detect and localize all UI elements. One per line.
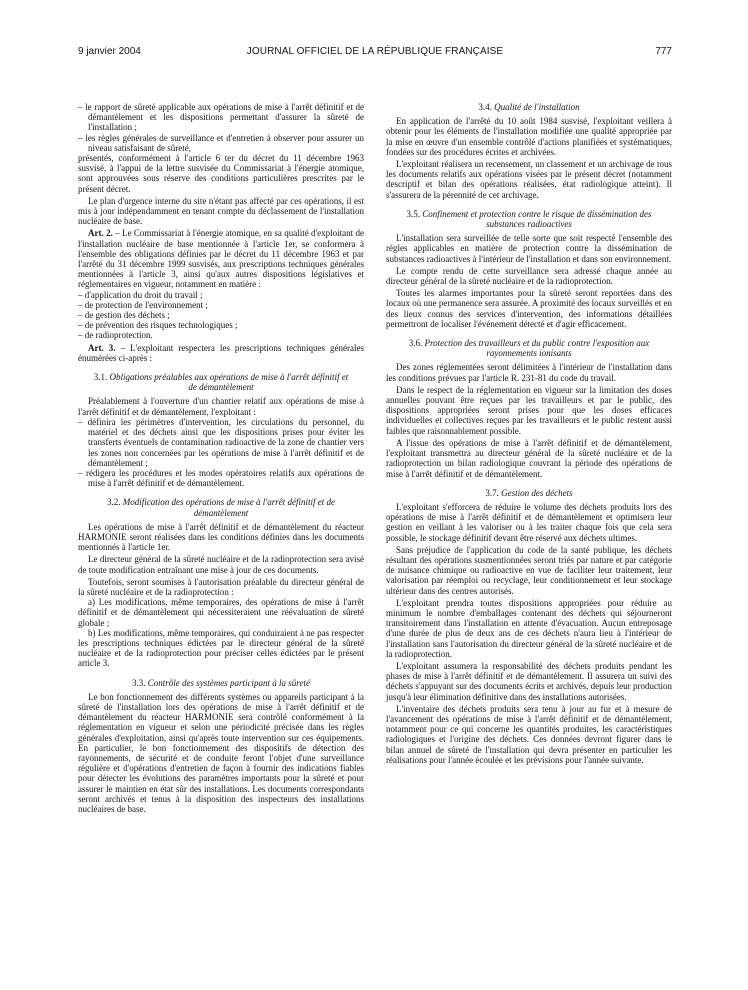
section-heading: 3.6. Protection des travailleurs et du public contre l'exposition aux rayonnements ionisants [408,338,650,359]
list-item: – le rapport de sûreté applicable aux opérations de mise à l'arrêt définitif et de démantèlement et les dispositions permettant d'assurer la sûreté de l'installation ; [78,102,364,133]
section-heading: 3.7. Gestion des déchets [485,487,573,498]
list-item: – rédigera les procédures et les modes opératoires relatifs aux opérations de mise à l'arrêt définitif et de démantèlement. [78,467,364,489]
paragraph: Toutes les alarmes importantes pour la sûreté seront reportées dans des locaux où une permanence sera assurée. A proximité des locaux surveillés et en des lieux connus des services d'intervention, des informations détaillées permettront de localiser l'événement détecté et d'agir efficacement. [386,288,672,329]
paragraph: L'exploitant réalisera un recensement, un classement et un archivage de tous les documents relatifs aux opérations visées par le présent décret (notamment descriptif et bilan des opérations réalisées, état radiologique atteint). Il s'assurera de la pérennité de cet archivage. [386,159,672,200]
section-heading: 3.5. Confinement et protection contre le risque de dissémination des substances radioactives [406,208,652,230]
list-item: – d'application du droit du travail ; [78,289,203,300]
article-label: Art. 3. [88,342,116,353]
list-item: – de gestion des déchets ; [78,310,170,321]
section-heading: 3.1. Obligations préalables aux opérations de mise à l'arrêt définitif et de démantèlement [93,372,349,393]
page-header [78,40,672,56]
section-heading: 3.2. Modification des opérations de mise à l'arrêt définitif et de démantèlement [107,497,335,518]
paragraph: L'exploitant s'efforcera de réduire le volume des déchets produits lors des opérations de mise à l'arrêt définitif et de démantèlement et optimisera leur gestion en veillant à les valoriser ou à les traiter chaque fois que cela sera possible, le stockage définitif devant être réservé aux déchets ultimes. [386,501,672,543]
paragraph: En application de l'arrêté du 10 août 1984 susvisé, l'exploitant veillera à obtenir pour les éléments de l'installation modifiée une qualité appropriée par la mise en œuvre d'un ensemble contrôlé d'actions planifiées et systématiques, fondées sur des procédures écrites et archivées. [386,116,672,157]
article-2 [78,228,364,289]
paragraph: A l'issue des opérations de mise à l'arrêt définitif et de démantèlement, l'exploitant transmettra au directeur général de la sûreté nucléaire et de la radioprotection un bilan radiologique couvrant la période des opérations de mise à l'arrêt définitif et de démantèlement. [386,437,672,479]
paragraph: L'exploitant prendra toutes dispositions appropriées pour réduire au minimum le nombre d'emballages contenant des déchets qui séjourneront transitoirement dans l'installation en attente d'évacuation. Aucun entreposage d'une durée de plus de deux ans de ces déchets n'aura lieu à l'intérieur de l'installation sans l'autorisation du directeur général de la sûreté nucléaire et de la radioprotection. [386,597,672,659]
paragraph: a) Les modifications, même temporaires, des opérations de mise à l'arrêt définitif et de démantèlement qui nécessiteraient une réévaluation de sûreté globale ; [78,597,364,628]
paragraph: Dans le respect de la réglementation en vigueur sur la limitation des doses annuelles pouvant être reçues par les travailleurs et par le public, des dispositions appropriées seront prises pour que les doses efficaces individuelles et collectives reçues par les travailleurs et le public restent aussi faibles que raisonnablement possible. [386,384,672,436]
issue-date: 9 janvier 2004 [78,46,141,57]
paragraph: L'inventaire des déchets produits sera tenu à jour au fur et à mesure de l'avancement des opérations de mise à l'arrêt définitif et de démantèlement, notamment pour ce qui concerne les quantités produites, les caractéristiques radiologiques et l'origine des déchets. Ces données devront figurer dans le bilan annuel de sûreté de l'installation qui devra présenter en particulier les réalisations pour l'année écoulée et les prévisions pour l'année suivante. [386,703,672,765]
paragraph: Sans préjudice de l'application du code de la santé publique, les déchets résultant des opérations susmentionnées seront triés par nature et par catégorie de nuisance chimique ou radioactive en vue de faciliter leur traitement, leur valorisation par réemploi ou recyclage, leur conditionnement et leur stockage ultérieur dans des centres autorisés. [386,544,672,596]
list-item: – de prévention des risques technologiques ; [78,320,238,331]
paragraph: Les opérations de mise à l'arrêt définitif et de démantèlement du réacteur HARMONIE seront réalisées dans les conditions définies dans les documents mentionnés à l'article 1er. [78,521,364,553]
list-item: – de radioprotection. [78,330,153,341]
paragraph: Le directeur général de la sûreté nucléaire et de la radioprotection sera avisé de toute modification entraînant une mise à jour de ces documents. [78,554,364,575]
paragraph: L'exploitant assumera la responsabilité des déchets produits pendant les phases de mise à l'arrêt définitif et de démantèlement. Il assurera un suivi des déchets s'appuyant sur des documents écrits et archivés, depuis leur production jusqu'à leur élimination définitive dans des installations autorisées. [386,660,672,702]
article-text: – L'exploitant respectera les prescriptions techniques générales énumérées ci-après : [78,342,364,363]
paragraph: Le compte rendu de cette surveillance sera adressé chaque année au directeur général de la sûreté nucléaire et de la radioprotection. [386,265,672,287]
paragraph: b) Les modifications, même temporaires, qui conduiraient à ne pas respecter les prescriptions techniques édictées par le directeur général de la sûreté nucléaire et de la radioprotection pour préciser celles édictées par le présent article 3. [78,627,364,669]
article-text: – Le Commissariat à l'énergie atomique, en sa qualité d'exploitant de l'installation nucléaire de base mentionnée à l'article 1er, se conformera à l'ensemble des obligations définies par le décret du 11 décembre 1963 et par l'arrêté du 31 décembre 1999 susvisés, aux prescriptions techniques générales mentionnées à l'article 3, ainsi qu'aux autres dispositions législatives et réglementaires en vigueur, notamment en matière : [78,228,365,290]
section-heading: 3.3. Contrôle des systèmes participant à la sûreté [132,677,310,688]
article-label: Art. 2. [88,228,113,239]
right-column [386,102,672,765]
page-number: 777 [655,46,672,57]
paragraph: L'installation sera surveillée de telle sorte que soit respecté l'ensemble des règles applicables en matière de protection contre la dissémination de substances radioactives à l'intérieur de l'installation et dans son environnement. [386,233,672,264]
paragraph: Des zones réglementées seront délimitées à l'intérieur de l'installation dans les conditions prévues par l'article R. 231-81 du code du travail. [386,362,672,383]
list-item: – de protection de l'environnement ; [78,299,208,310]
list-item: – les règles générales de surveillance et d'entretien à observer pour assurer un niveau satisfaisant de sûreté, [78,132,364,153]
list-item: – définira les périmètres d'intervention, les circulations du personnel, du matériel et des déchets ainsi que les dispositions prises pour éviter les transferts éventuels de contamination radioactive de la zone de chantier vers les zones non concernées par les opérations de mise à l'arrêt définitif et de démantèlement ; [78,416,364,468]
left-column [78,102,364,814]
journal-title: JOURNAL OFFICIEL DE LA RÉPUBLIQUE FRANÇAISE [246,46,504,57]
paragraph: Préalablement à l'ouverture d'un chantier relatif aux opérations de mise à l'arrêt définitif et de démantèlement, l'exploitant : [78,396,364,417]
paragraph: Toutefois, seront soumises à l'autorisation préalable du directeur général de la sûreté nucléaire et de la radioprotection : [78,576,364,597]
article-3 [78,343,364,363]
paragraph: Le bon fonctionnement des différents systèmes ou appareils participant à la sûreté de l'installation lors des opérations de mise à l'arrêt définitif et de démantèlement du réacteur HARMONIE sera contrôlé conformément à la réglementation en vigueur et selon une périodicité précisée dans les règles générales d'exploitation, ainsi qu'après toute intervention sur ces équipements. En particulier, le bon fonctionnement des dispositifs de détection des rayonnements, de sécurité et de conduite feront l'objet d'une surveillance régulière et d'opérations d'entretien de façon à fournir des indications fiables pour détecter les évolutions des paramètres importants pour la sûreté et pour assurer le maintien en état sûr des installations. Les documents correspondants seront archivés et tenus à la disposition des inspecteurs des installations nucléaires de base. [78,691,364,814]
section-heading: 3.4. Qualité de l'installation [478,102,580,112]
paragraph: présentés, conformément à l'article 6 ter du décret du 11 décembre 1963 susvisé, à l'appui de la lettre susvisée du Commissariat à l'énergie atomique, sont approuvées sous réserve des conditions particulières prescrites par le présent décret. [78,153,364,194]
paragraph: Le plan d'urgence interne du site n'étant pas affecté par ces opérations, il est mis à jour indépendamment en tenant compte du déclassement de l'installation nucléaire de base. [78,195,364,227]
